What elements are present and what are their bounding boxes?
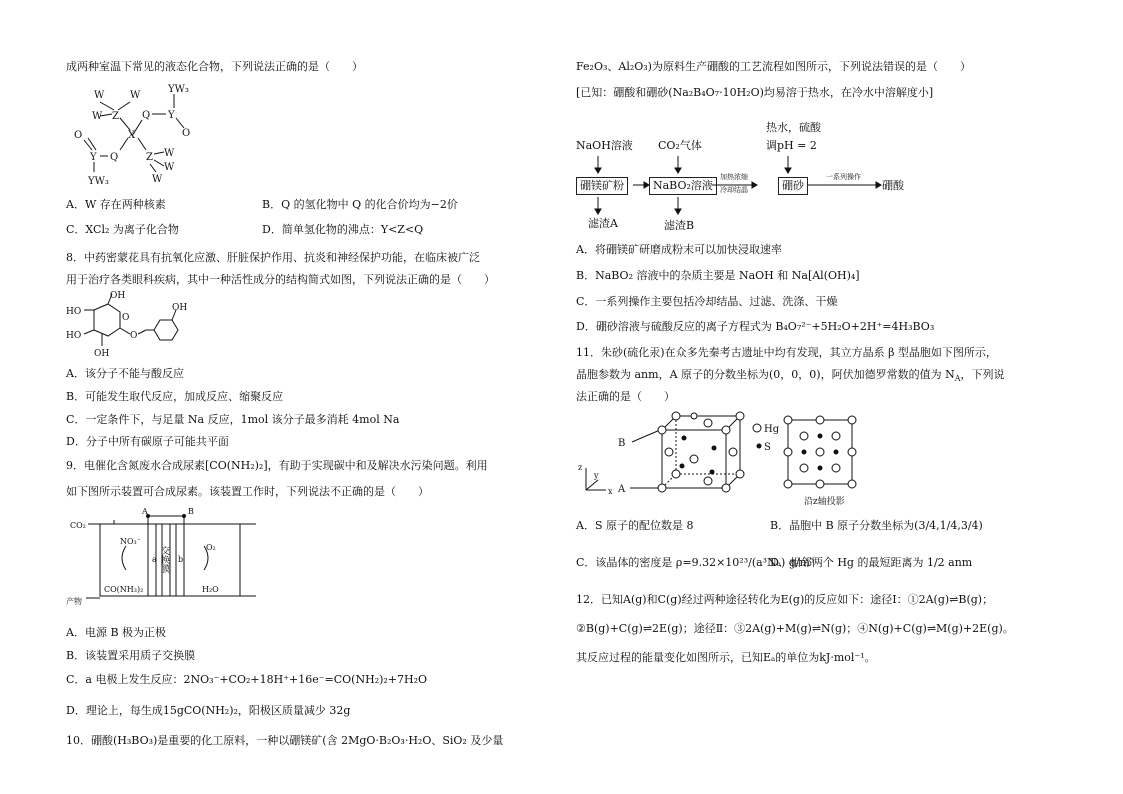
q8-oh-bottom: OH — [94, 349, 110, 359]
q9-co2: CO₂ — [70, 521, 86, 530]
q9-membrane: 交换膜 — [159, 546, 169, 573]
q9-option-d: D．理论上，每生成15gCO(NH₂)₂，阳极区质量减少 32g — [66, 704, 351, 717]
q12-line3: 其反应过程的能量变化如图所示，已知Eₐ的单位为kJ·mol⁻¹。 — [576, 651, 876, 664]
q9-urea: CO(NH₃)₂ — [104, 585, 144, 594]
q7-option-b: B．Q 的氢化物中 Q 的化合价均为−2价 — [262, 198, 458, 211]
flow-ph: 调pH = 2 — [766, 139, 817, 152]
q11-legend-s: S — [764, 442, 771, 453]
flow-residue-a: 滤渣A — [588, 217, 618, 230]
flow-step2: 冷却结晶 — [720, 186, 748, 194]
flow-residue-b: 滤渣B — [664, 219, 695, 232]
q7-q1: Q — [142, 110, 151, 121]
q7-option-c: C．XCl₂ 为离子化合物 — [66, 223, 179, 236]
q11-stem-line1: 11．朱砂(硫化汞)在众多先秦考古遗址中均有发现，其立方晶系 β 型晶胞如下图所示， — [576, 346, 997, 359]
q8-ho-left: HO — [66, 307, 82, 317]
q7-z2: Z — [146, 152, 153, 163]
q7-w2: W — [130, 90, 141, 101]
q9-terminal-b — [182, 514, 186, 518]
flow-boric: 硼酸 — [882, 179, 904, 192]
q9-option-a: A．电源 B 极为正极 — [66, 626, 167, 639]
q11-option-c: C．该晶体的密度是 ρ=9.32×10²³/(a³Nₐ) g/m³ — [576, 556, 815, 569]
q7-yw3-bottom: YW₃ — [88, 176, 109, 187]
flow-co2: CO₂气体 — [658, 139, 702, 152]
q8-stem-line1: 8．中药密蒙花具有抗氧化应激、肝脏保护作用、抗炎和神经保护功能，在临床被广泛 — [66, 251, 480, 264]
q11-option-d: D．相邻两个 Hg 的最短距离为 1/2 anm — [770, 556, 973, 569]
q11-axis-y: y — [594, 471, 599, 480]
flow-ore: 硼镁矿粉 — [576, 177, 628, 195]
q9-label-a: A — [142, 507, 148, 516]
q7-x: X — [128, 130, 136, 141]
q11-label-a: A — [618, 484, 626, 495]
q11-projection-caption: 沿z轴投影 — [804, 497, 845, 507]
q9-label-b: B — [188, 507, 194, 516]
q8-ring-o: O — [122, 313, 130, 323]
q7-structure-diagram — [70, 80, 210, 190]
q7-option-a: A．W 存在两种核素 — [66, 198, 166, 211]
q12-line1: 12．已知A(g)和C(g)经过两种途径转化为E(g)的反应如下：途径Ⅰ：①2A(g)⇌B(g)； — [576, 593, 994, 606]
q10-option-d: D．硼砂溶液与硫酸反应的离子方程式为 B₄O₇²⁻+5H₂O+2H⁺=4H₃BO₃ — [576, 320, 935, 333]
q7-w6: W — [152, 174, 163, 185]
q11-legend-hg: Hg — [764, 424, 780, 435]
q8-option-d: D．分子中所有碳原子可能共平面 — [66, 435, 229, 448]
q11-stem-line2-main: 晶胞参数为 anm，A 原子的分数坐标为(0，0，0)，阿伏加德罗常数的值为 N — [576, 368, 955, 381]
q8-option-a: A．该分子不能与酸反应 — [66, 367, 184, 380]
q9-option-b: B．该装置采用质子交换膜 — [66, 649, 196, 662]
q8-stem-line2: 用于治疗各类眼科疾病，其中一种活性成分的结构简式如图，下列说法正确的是（ ） — [66, 273, 495, 286]
right-column — [560, 0, 1123, 794]
q10-continuation: Fe₂O₃、Al₂O₃)为原料生产硼酸的工艺流程如图所示，下列说法错误的是（ ） — [576, 60, 971, 73]
flow-borax: 硼砂 — [778, 177, 808, 195]
q11-stem-line2 — [576, 367, 1005, 386]
q9-no3: NO₃⁻ — [120, 537, 141, 546]
q12-line2: ②B(g)+C(g)⇌2E(g)；途径Ⅱ：③2A(g)+M(g)⇌N(g)；④N(g)+C(g)⇌M(g)+2E(g)。 — [576, 622, 1014, 635]
q9-o2: O₂ — [206, 543, 216, 552]
q8-structure-diagram — [66, 290, 196, 360]
q7-z1: Z — [112, 111, 119, 122]
q8-ether-o: O — [130, 331, 138, 341]
q9-electrolysis-device — [66, 506, 266, 610]
q8-option-b: B．可能发生取代反应，加成反应、缩聚反应 — [66, 390, 284, 403]
q10-stem: 10．硼酸(H₃BO₃)是重要的化工原料，一种以硼镁矿(含 2MgO·B₂O₃·H₂O、SiO₂ 及少量 — [66, 734, 504, 747]
q11-stem-line3: 法正确的是（ ） — [576, 390, 675, 403]
q9-stem-line2: 如下图所示装置可合成尿素。该装置工作时，下列说法不正确的是（ ） — [66, 485, 429, 498]
flow-series: 一系列操作 — [826, 173, 861, 181]
q9-h2o: H₂O — [202, 585, 219, 594]
flow-step: 加热浓缩 — [720, 173, 748, 181]
q7-stem-tail: 成两种室温下常见的液态化合物，下列说法正确的是（ ） — [66, 60, 363, 73]
q7-w4: W — [164, 148, 175, 159]
q7-w5: W — [164, 162, 175, 173]
left-column — [0, 0, 560, 794]
q9-elec-a: a — [152, 555, 157, 564]
flow-hot-water: 热水，硫酸 — [766, 121, 821, 134]
q7-y2: Y — [90, 152, 97, 163]
flow-nabo2: NaBO₂溶液 — [649, 177, 717, 195]
q9-product: 产物 — [66, 597, 82, 606]
q7-o2: O — [74, 130, 83, 141]
q8-phenol-oh: OH — [172, 303, 188, 313]
flow-arrows — [560, 0, 1123, 240]
q11-axis-z: z — [578, 463, 583, 472]
q10-option-b: B．NaBO₂ 溶液中的杂质主要是 NaOH 和 Na[Al(OH)₄] — [576, 269, 860, 282]
q11-crystal-figure — [574, 408, 864, 508]
q11-axis-x: x — [608, 487, 613, 496]
q11-legend-hg-circle — [753, 424, 761, 432]
q7-option-d: D．简单氢化物的沸点：Y<Z<Q — [262, 223, 424, 236]
flow-naoh: NaOH溶液 — [576, 139, 633, 152]
q10-known: [已知：硼酸和硼砂(Na₂B₄O₇·10H₂O)均易溶于热水，在冷水中溶解度小] — [576, 86, 934, 99]
q7-o1: O — [182, 128, 191, 139]
q8-oh-top: OH — [110, 291, 126, 301]
q11-stem-line2-tail: ，下列说 — [960, 368, 1005, 381]
q9-option-c: C．a 电极上发生反应：2NO₃⁻+CO₂+18H⁺+16e⁻=CO(NH₂)₂+7H₂O — [66, 673, 428, 686]
q11-label-b: B — [618, 438, 626, 449]
q7-y1: Y — [168, 110, 175, 121]
q9-elec-b: b — [178, 555, 184, 564]
q11-option-a: A．S 原子的配位数是 8 — [576, 519, 694, 532]
q7-q2: Q — [110, 152, 119, 163]
q10-option-c: C．一系列操作主要包括冷却结晶、过滤、洗涤、干燥 — [576, 295, 838, 308]
q7-w1: W — [94, 90, 105, 101]
q9-stem-line1: 9．电催化含氮废水合成尿素[CO(NH₂)₂]，有助于实现碳中和及解决水污染问题。利用 — [66, 459, 488, 472]
q11-legend-s-dot — [757, 444, 762, 449]
q10-option-a: A．将硼镁矿研磨成粉末可以加快浸取速率 — [576, 243, 782, 256]
q11-option-b: B．晶胞中 B 原子分数坐标为(3/4,1/4,3/4) — [770, 519, 983, 532]
q8-ho-left2: HO — [66, 331, 82, 341]
q7-w3: W — [92, 111, 103, 122]
q11-na-subscript: A — [954, 374, 961, 384]
q7-yw3-top: YW₃ — [168, 84, 189, 95]
q8-option-c: C．一定条件下，与足量 Na 反应，1mol 该分子最多消耗 4mol Na — [66, 413, 400, 426]
